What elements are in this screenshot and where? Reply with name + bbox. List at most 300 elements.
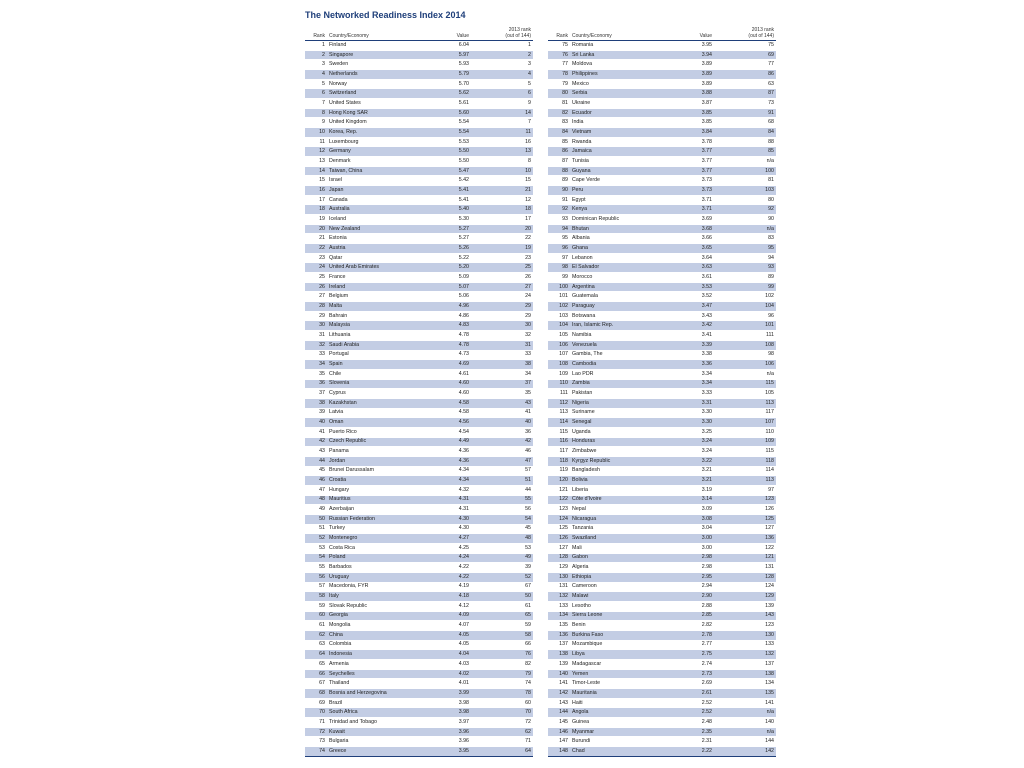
rank-cell: 125 <box>548 524 572 534</box>
value-cell: 3.71 <box>672 205 712 215</box>
table-row <box>305 234 533 244</box>
value-cell: 3.63 <box>672 263 712 273</box>
value-cell: 3.30 <box>672 408 712 418</box>
value-cell: 3.61 <box>672 273 712 283</box>
rank-cell: 95 <box>548 234 572 244</box>
country-cell: Malawi <box>572 592 672 602</box>
prev-rank-cell: 56 <box>469 505 533 515</box>
country-cell: Seychelles <box>329 669 429 679</box>
country-cell: Germany <box>329 147 429 157</box>
rank-cell: 117 <box>548 447 572 457</box>
table-row <box>548 611 776 621</box>
table-row <box>548 302 776 312</box>
rank-cell: 32 <box>305 340 329 350</box>
value-cell: 5.09 <box>429 273 469 283</box>
value-cell: 4.69 <box>429 360 469 370</box>
table-row <box>548 331 776 341</box>
rank-cell: 101 <box>548 292 572 302</box>
rank-cell: 89 <box>548 176 572 186</box>
rank-cell: 42 <box>305 437 329 447</box>
prev-rank-cell: 100 <box>712 166 776 176</box>
value-cell: 4.31 <box>429 495 469 505</box>
value-cell: 3.87 <box>672 99 712 109</box>
table-row <box>305 563 533 573</box>
prev-rank-cell: 82 <box>469 660 533 670</box>
table-row <box>305 534 533 544</box>
rank-cell: 148 <box>548 747 572 757</box>
country-cell: Suriname <box>572 408 672 418</box>
country-cell: Austria <box>329 244 429 254</box>
rank-cell: 77 <box>548 60 572 70</box>
value-cell: 2.35 <box>672 727 712 737</box>
value-cell: 3.89 <box>672 60 712 70</box>
prev-rank-cell: 29 <box>469 302 533 312</box>
table-row <box>305 727 533 737</box>
rank-cell: 29 <box>305 311 329 321</box>
value-cell: 5.07 <box>429 282 469 292</box>
table-row <box>305 99 533 109</box>
prev-rank-cell: 76 <box>469 650 533 660</box>
prev-rank-cell: 122 <box>712 543 776 553</box>
value-cell: 3.98 <box>429 698 469 708</box>
table-row <box>305 166 533 176</box>
page-title: The Networked Readiness Index 2014 <box>305 10 466 20</box>
value-cell: 4.09 <box>429 611 469 621</box>
prev-rank-cell: 138 <box>712 669 776 679</box>
rank-cell: 54 <box>305 553 329 563</box>
prev-rank-header-line1: 2013 rank <box>751 27 774 33</box>
rank-cell: 102 <box>548 302 572 312</box>
prev-rank-cell: 118 <box>712 456 776 466</box>
value-cell: 4.58 <box>429 398 469 408</box>
rank-cell: 139 <box>548 660 572 670</box>
value-cell: 3.25 <box>672 427 712 437</box>
prev-rank-cell: 103 <box>712 186 776 196</box>
rank-cell: 98 <box>548 263 572 273</box>
prev-rank-header <box>469 28 533 41</box>
prev-rank-cell: 133 <box>712 640 776 650</box>
value-cell: 4.58 <box>429 408 469 418</box>
country-cell: Timor-Leste <box>572 679 672 689</box>
table-row <box>548 534 776 544</box>
country-cell: Cambodia <box>572 360 672 370</box>
table-row <box>548 485 776 495</box>
rank-cell: 20 <box>305 224 329 234</box>
prev-rank-cell: 105 <box>712 389 776 399</box>
country-cell: Brazil <box>329 698 429 708</box>
rank-cell: 91 <box>548 195 572 205</box>
prev-rank-cell: 39 <box>469 563 533 573</box>
prev-rank-cell: 88 <box>712 137 776 147</box>
rank-cell: 62 <box>305 630 329 640</box>
prev-rank-header <box>712 28 776 41</box>
value-cell: 3.77 <box>672 147 712 157</box>
country-cell: Albania <box>572 234 672 244</box>
country-cell: Brunei Darussalam <box>329 466 429 476</box>
value-cell: 4.73 <box>429 350 469 360</box>
rankings-body-right <box>548 41 776 757</box>
country-cell: Saudi Arabia <box>329 340 429 350</box>
rank-cell: 51 <box>305 524 329 534</box>
table-row <box>548 418 776 428</box>
rank-cell: 12 <box>305 147 329 157</box>
table-row <box>305 321 533 331</box>
prev-rank-cell: 92 <box>712 205 776 215</box>
table-row <box>548 292 776 302</box>
rank-cell: 47 <box>305 485 329 495</box>
table-row <box>305 108 533 118</box>
rank-cell: 25 <box>305 273 329 283</box>
rank-cell: 45 <box>305 466 329 476</box>
prev-rank-cell: 111 <box>712 331 776 341</box>
table-row <box>305 747 533 757</box>
value-cell: 4.07 <box>429 621 469 631</box>
value-cell: 3.08 <box>672 514 712 524</box>
rank-cell: 13 <box>305 157 329 167</box>
rank-cell: 31 <box>305 331 329 341</box>
country-cell: Panama <box>329 447 429 457</box>
rank-cell: 5 <box>305 79 329 89</box>
table-row <box>305 389 533 399</box>
country-cell: United States <box>329 99 429 109</box>
country-cell: Libya <box>572 650 672 660</box>
value-cell: 4.56 <box>429 418 469 428</box>
country-cell: Serbia <box>572 89 672 99</box>
prev-rank-cell: 30 <box>469 321 533 331</box>
country-cell: Venezuela <box>572 340 672 350</box>
country-cell: South Africa <box>329 708 429 718</box>
prev-rank-cell: 29 <box>469 311 533 321</box>
table-row <box>548 640 776 650</box>
rank-cell: 118 <box>548 456 572 466</box>
prev-rank-cell: 104 <box>712 302 776 312</box>
prev-rank-cell: 140 <box>712 718 776 728</box>
value-cell: 4.19 <box>429 582 469 592</box>
rank-cell: 73 <box>305 737 329 747</box>
table-row <box>305 505 533 515</box>
rank-cell: 55 <box>305 563 329 573</box>
table-row <box>548 427 776 437</box>
table-row <box>305 447 533 457</box>
country-cell: Philippines <box>572 70 672 80</box>
country-cell: Hungary <box>329 485 429 495</box>
rank-cell: 2 <box>305 50 329 60</box>
rank-cell: 61 <box>305 621 329 631</box>
table-row <box>548 273 776 283</box>
value-cell: 3.00 <box>672 543 712 553</box>
value-cell: 3.71 <box>672 195 712 205</box>
prev-rank-cell: 51 <box>469 476 533 486</box>
rank-cell: 121 <box>548 485 572 495</box>
value-cell: 3.89 <box>672 70 712 80</box>
value-cell: 5.53 <box>429 137 469 147</box>
country-cell: Lebanon <box>572 253 672 263</box>
table-row <box>548 379 776 389</box>
table-row <box>548 195 776 205</box>
value-cell: 3.99 <box>429 689 469 699</box>
prev-rank-cell: 77 <box>712 60 776 70</box>
table-row <box>305 514 533 524</box>
table-row <box>305 698 533 708</box>
table-row <box>548 524 776 534</box>
country-cell: Georgia <box>329 611 429 621</box>
country-cell: Zimbabwe <box>572 447 672 457</box>
rank-cell: 80 <box>548 89 572 99</box>
rank-cell: 104 <box>548 321 572 331</box>
rank-cell: 147 <box>548 737 572 747</box>
rank-cell: 92 <box>548 205 572 215</box>
country-cell: Mauritania <box>572 689 672 699</box>
country-cell: Dominican Republic <box>572 215 672 225</box>
country-cell: Sierra Leone <box>572 611 672 621</box>
value-cell: 2.95 <box>672 572 712 582</box>
prev-rank-cell: 63 <box>712 79 776 89</box>
value-cell: 4.24 <box>429 553 469 563</box>
value-cell: 2.98 <box>672 563 712 573</box>
country-cell: Switzerland <box>329 89 429 99</box>
table-row <box>305 147 533 157</box>
prev-rank-cell: 3 <box>469 60 533 70</box>
table-row <box>548 747 776 757</box>
prev-rank-cell: 87 <box>712 89 776 99</box>
rank-cell: 124 <box>548 514 572 524</box>
rank-cell: 82 <box>548 108 572 118</box>
table-row <box>305 737 533 747</box>
prev-rank-cell: 117 <box>712 408 776 418</box>
table-row <box>548 737 776 747</box>
table-row <box>305 340 533 350</box>
value-cell: 4.60 <box>429 379 469 389</box>
rank-cell: 134 <box>548 611 572 621</box>
country-cell: Slovak Republic <box>329 601 429 611</box>
table-row <box>305 360 533 370</box>
rank-cell: 6 <box>305 89 329 99</box>
prev-rank-cell: 65 <box>469 611 533 621</box>
rank-header: Rank <box>305 28 329 41</box>
value-cell: 5.50 <box>429 157 469 167</box>
country-cell: Cameroon <box>572 582 672 592</box>
prev-rank-cell: 79 <box>469 669 533 679</box>
rank-cell: 17 <box>305 195 329 205</box>
table-row <box>305 369 533 379</box>
table-row <box>548 553 776 563</box>
rank-cell: 136 <box>548 630 572 640</box>
table-row <box>548 689 776 699</box>
country-cell: Ukraine <box>572 99 672 109</box>
table-row <box>305 186 533 196</box>
country-cell: Uruguay <box>329 572 429 582</box>
country-cell: Côte d'Ivoire <box>572 495 672 505</box>
prev-rank-cell: n/a <box>712 708 776 718</box>
prev-rank-cell: 38 <box>469 360 533 370</box>
rank-cell: 105 <box>548 331 572 341</box>
value-cell: 6.04 <box>429 41 469 51</box>
country-cell: Mauritius <box>329 495 429 505</box>
table-row <box>305 253 533 263</box>
table-row <box>305 524 533 534</box>
value-cell: 3.30 <box>672 418 712 428</box>
country-cell: Romania <box>572 41 672 51</box>
country-cell: Slovenia <box>329 379 429 389</box>
value-cell: 2.82 <box>672 621 712 631</box>
prev-rank-cell: 59 <box>469 621 533 631</box>
value-cell: 4.83 <box>429 321 469 331</box>
rank-header: Rank <box>548 28 572 41</box>
value-cell: 2.75 <box>672 650 712 660</box>
table-row <box>305 466 533 476</box>
value-cell: 3.69 <box>672 215 712 225</box>
value-cell: 5.22 <box>429 253 469 263</box>
prev-rank-cell: 101 <box>712 321 776 331</box>
prev-rank-cell: 31 <box>469 340 533 350</box>
prev-rank-cell: 81 <box>712 176 776 186</box>
rank-cell: 14 <box>305 166 329 176</box>
prev-rank-cell: 132 <box>712 650 776 660</box>
rank-cell: 64 <box>305 650 329 660</box>
prev-rank-cell: 1 <box>469 41 533 51</box>
prev-rank-cell: 99 <box>712 282 776 292</box>
value-cell: 2.88 <box>672 601 712 611</box>
country-cell: Puerto Rico <box>329 427 429 437</box>
rank-cell: 16 <box>305 186 329 196</box>
value-cell: 3.14 <box>672 495 712 505</box>
rank-cell: 128 <box>548 553 572 563</box>
table-row <box>548 621 776 631</box>
table-row <box>548 582 776 592</box>
value-cell: 3.68 <box>672 224 712 234</box>
rank-cell: 56 <box>305 572 329 582</box>
prev-rank-cell: 67 <box>469 582 533 592</box>
rank-cell: 86 <box>548 147 572 157</box>
country-cell: United Kingdom <box>329 118 429 128</box>
table-row <box>548 224 776 234</box>
table-row <box>305 679 533 689</box>
rank-cell: 103 <box>548 311 572 321</box>
value-cell: 3.31 <box>672 398 712 408</box>
value-cell: 5.54 <box>429 118 469 128</box>
rank-cell: 58 <box>305 592 329 602</box>
country-cell: Japan <box>329 186 429 196</box>
value-cell: 2.61 <box>672 689 712 699</box>
value-cell: 5.79 <box>429 70 469 80</box>
rank-cell: 68 <box>305 689 329 699</box>
value-cell: 3.34 <box>672 369 712 379</box>
prev-rank-cell: 60 <box>469 698 533 708</box>
country-cell: Bhutan <box>572 224 672 234</box>
prev-rank-cell: 71 <box>469 737 533 747</box>
value-cell: 3.36 <box>672 360 712 370</box>
rank-cell: 84 <box>548 128 572 138</box>
table-row <box>548 99 776 109</box>
country-cell: Italy <box>329 592 429 602</box>
prev-rank-cell: 40 <box>469 418 533 428</box>
prev-rank-cell: 121 <box>712 553 776 563</box>
value-cell: 2.94 <box>672 582 712 592</box>
country-cell: Ethiopia <box>572 572 672 582</box>
country-cell: Armenia <box>329 660 429 670</box>
value-cell: 4.05 <box>429 630 469 640</box>
rank-cell: 132 <box>548 592 572 602</box>
table-row <box>305 50 533 60</box>
rank-cell: 44 <box>305 456 329 466</box>
table-row <box>548 166 776 176</box>
prev-rank-cell: 21 <box>469 186 533 196</box>
country-cell: Korea, Rep. <box>329 128 429 138</box>
country-cell: Sweden <box>329 60 429 70</box>
prev-rank-cell: 78 <box>469 689 533 699</box>
table-row <box>548 215 776 225</box>
country-cell: Colombia <box>329 640 429 650</box>
prev-rank-cell: 42 <box>469 437 533 447</box>
prev-rank-cell: 107 <box>712 418 776 428</box>
country-cell: India <box>572 118 672 128</box>
table-row <box>305 282 533 292</box>
prev-rank-cell: 34 <box>469 369 533 379</box>
country-cell: Qatar <box>329 253 429 263</box>
table-row <box>548 244 776 254</box>
prev-rank-cell: 84 <box>712 128 776 138</box>
table-row <box>305 70 533 80</box>
table-row <box>548 311 776 321</box>
country-cell: Botswana <box>572 311 672 321</box>
prev-rank-cell: 17 <box>469 215 533 225</box>
table-row <box>305 273 533 283</box>
country-cell: Trinidad and Tobago <box>329 718 429 728</box>
prev-rank-cell: 62 <box>469 727 533 737</box>
table-row <box>548 263 776 273</box>
rank-cell: 40 <box>305 418 329 428</box>
rank-cell: 19 <box>305 215 329 225</box>
prev-rank-cell: 16 <box>469 137 533 147</box>
table-row <box>305 456 533 466</box>
prev-rank-cell: 94 <box>712 253 776 263</box>
value-cell: 3.96 <box>429 727 469 737</box>
table-row <box>548 79 776 89</box>
country-cell: Thailand <box>329 679 429 689</box>
rank-cell: 111 <box>548 389 572 399</box>
value-cell: 4.78 <box>429 331 469 341</box>
table-row <box>548 147 776 157</box>
value-cell: 4.49 <box>429 437 469 447</box>
rank-cell: 146 <box>548 727 572 737</box>
rank-cell: 99 <box>548 273 572 283</box>
prev-rank-cell: 90 <box>712 215 776 225</box>
prev-rank-cell: 96 <box>712 311 776 321</box>
country-cell: Bulgaria <box>329 737 429 747</box>
prev-rank-cell: 128 <box>712 572 776 582</box>
rank-cell: 127 <box>548 543 572 553</box>
country-cell: Lao PDR <box>572 369 672 379</box>
prev-rank-cell: 20 <box>469 224 533 234</box>
rank-cell: 112 <box>548 398 572 408</box>
value-cell: 4.60 <box>429 389 469 399</box>
value-cell: 4.86 <box>429 311 469 321</box>
table-row <box>548 89 776 99</box>
rank-cell: 53 <box>305 543 329 553</box>
country-cell: Indonesia <box>329 650 429 660</box>
rank-cell: 88 <box>548 166 572 176</box>
rank-cell: 57 <box>305 582 329 592</box>
country-cell: Ecuador <box>572 108 672 118</box>
country-cell: Russian Federation <box>329 514 429 524</box>
value-cell: 5.41 <box>429 186 469 196</box>
value-cell: 4.04 <box>429 650 469 660</box>
value-cell: 3.53 <box>672 282 712 292</box>
prev-rank-cell: 102 <box>712 292 776 302</box>
value-cell: 4.78 <box>429 340 469 350</box>
prev-rank-cell: 8 <box>469 157 533 167</box>
prev-rank-cell: 55 <box>469 495 533 505</box>
